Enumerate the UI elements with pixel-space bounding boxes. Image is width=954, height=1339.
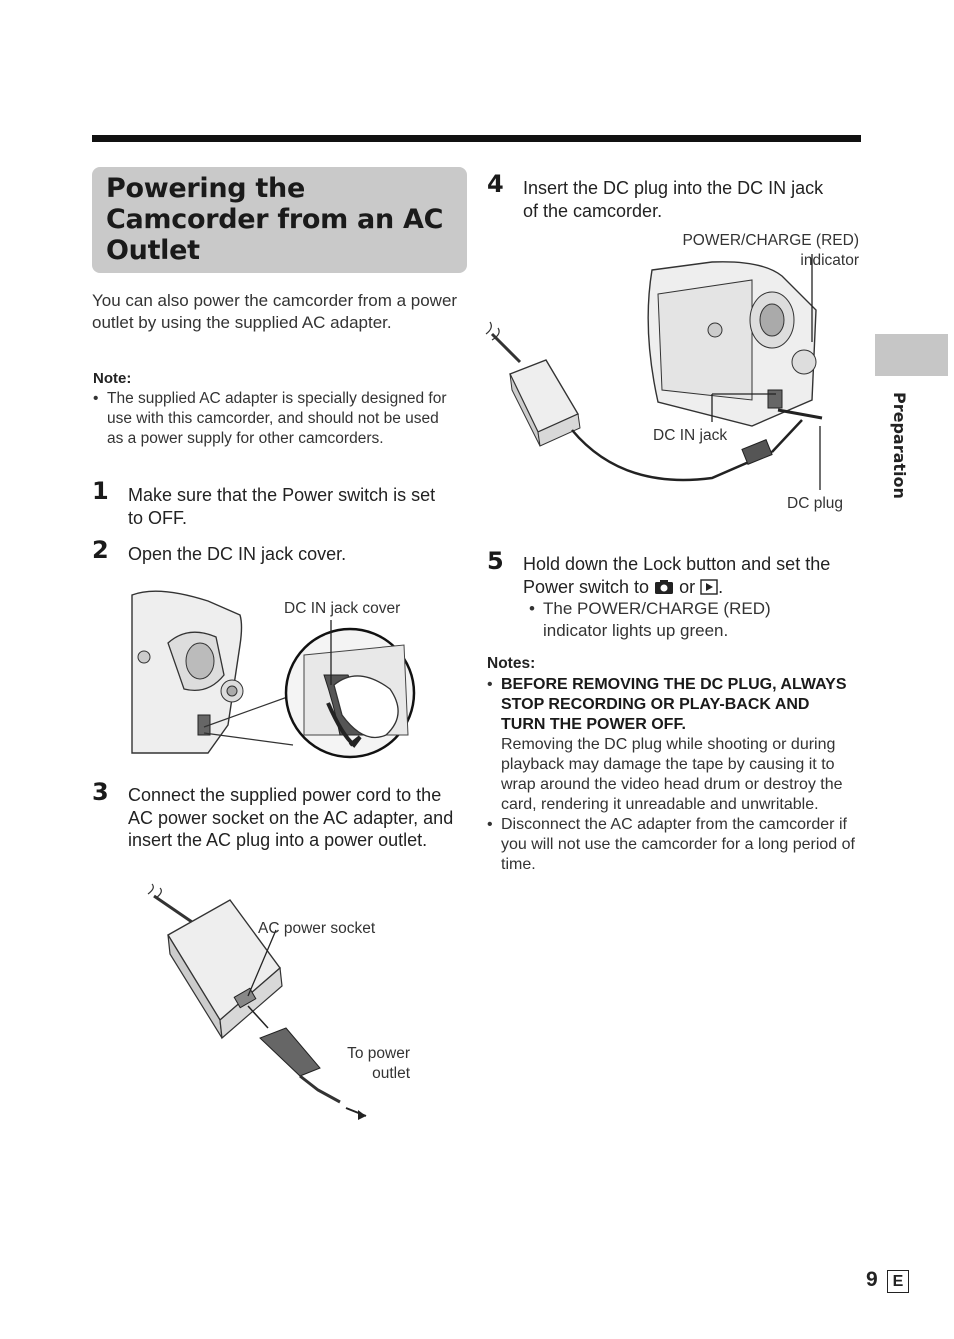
callout-to-power-outlet: To power outlet xyxy=(347,1045,410,1082)
intro-paragraph: You can also power the camcorder from a power outlet by using the supplied AC adapter. xyxy=(92,291,458,332)
step-number-5: 5 xyxy=(487,547,504,575)
callout-dc-plug: DC plug xyxy=(787,495,843,512)
note-item: • The supplied AC adapter is specially designed for use with this camcorder, and should not be used as a power supply for other camcorders. xyxy=(93,389,453,449)
step-number-4: 4 xyxy=(487,170,504,198)
notes-item-2: • Disconnect the AC adapter from the camcorder if you will not use the camcorder for a long period of time. xyxy=(487,815,857,875)
notes-item-2-text: Disconnect the AC adapter from the camcorder if you will not use the camcorder for a long period of time. xyxy=(501,816,855,873)
step-text-3: Connect the supplied power cord to the AC power socket on the AC adapter, and insert the AC plug into a power outlet. xyxy=(128,785,454,850)
camcorder-dc-connection-illustration xyxy=(482,250,830,500)
step-5-or: or xyxy=(679,576,696,597)
step-5-sub-bullet: • The POWER/CHARGE (RED) indicator lights up green. xyxy=(529,598,829,642)
ac-adapter-illustration xyxy=(140,880,400,1125)
callout-dc-in-jack: DC IN jack xyxy=(653,427,728,444)
callout-ac-power-socket: AC power socket xyxy=(258,920,376,937)
section-title-box xyxy=(92,167,467,273)
notes-warning-text: Removing the DC plug while shooting or during playback may damage the tape by causing it to wrap around the video head drum or destroy the card, rendering it unreadable and unwritable. xyxy=(501,736,843,813)
section-title: Powering the Camcorder from an AC Outlet xyxy=(106,173,444,266)
step-text-1: Make sure that the Power switch is set to OFF. xyxy=(128,485,436,528)
notes-heading: Notes: xyxy=(487,655,536,672)
step-number-3: 3 xyxy=(92,778,109,806)
notes-item-1: • BEFORE REMOVING THE DC PLUG, ALWAYS STOP RECORDING OR PLAY-BACK AND TURN THE POWER OFF. Removing the DC plug while shooting or during playback may damage the tape by causing it to wrap around the video head drum or destroy the card, rendering it unreadable and unwritable. xyxy=(487,675,857,815)
step-text-2: Open the DC IN jack cover. xyxy=(128,544,347,564)
notes-warning-bold: BEFORE REMOVING THE DC PLUG, ALWAYS STOP RECORDING OR PLAY-BACK AND TURN THE POWER OFF. xyxy=(501,676,847,733)
side-tab-text: Preparation xyxy=(890,392,909,499)
step-number-1: 1 xyxy=(92,477,109,505)
callout-power-charge-indicator: POWER/CHARGE (RED) indicator xyxy=(682,232,859,269)
step-5-sub-text: The POWER/CHARGE (RED) indicator lights up green. xyxy=(543,599,771,640)
step-text-5 xyxy=(523,553,853,598)
playback-mode-icon xyxy=(700,579,718,595)
step-text-4: Insert the DC plug into the DC IN jack of the camcorder. xyxy=(523,178,824,221)
side-tab-label xyxy=(883,392,923,499)
step-5-end: . xyxy=(718,576,724,597)
note-heading: Note: xyxy=(93,370,132,387)
step-number-2: 2 xyxy=(92,536,109,564)
step-5-text-before: Hold down the Lock button and set the Power switch to xyxy=(523,554,831,597)
callout-dc-in-jack-cover: DC IN jack cover xyxy=(284,600,401,617)
note-item-text: The supplied AC adapter is specially designed for use with this camcorder, and should not be used as a power supply for other camcorders. xyxy=(107,390,447,447)
notes-list xyxy=(487,675,857,875)
page-number: 9 xyxy=(866,1268,878,1291)
page-suffix-box: E xyxy=(887,1270,909,1293)
side-tab-marker xyxy=(875,334,948,376)
top-rule xyxy=(92,135,861,142)
camera-mode-icon xyxy=(654,579,674,595)
